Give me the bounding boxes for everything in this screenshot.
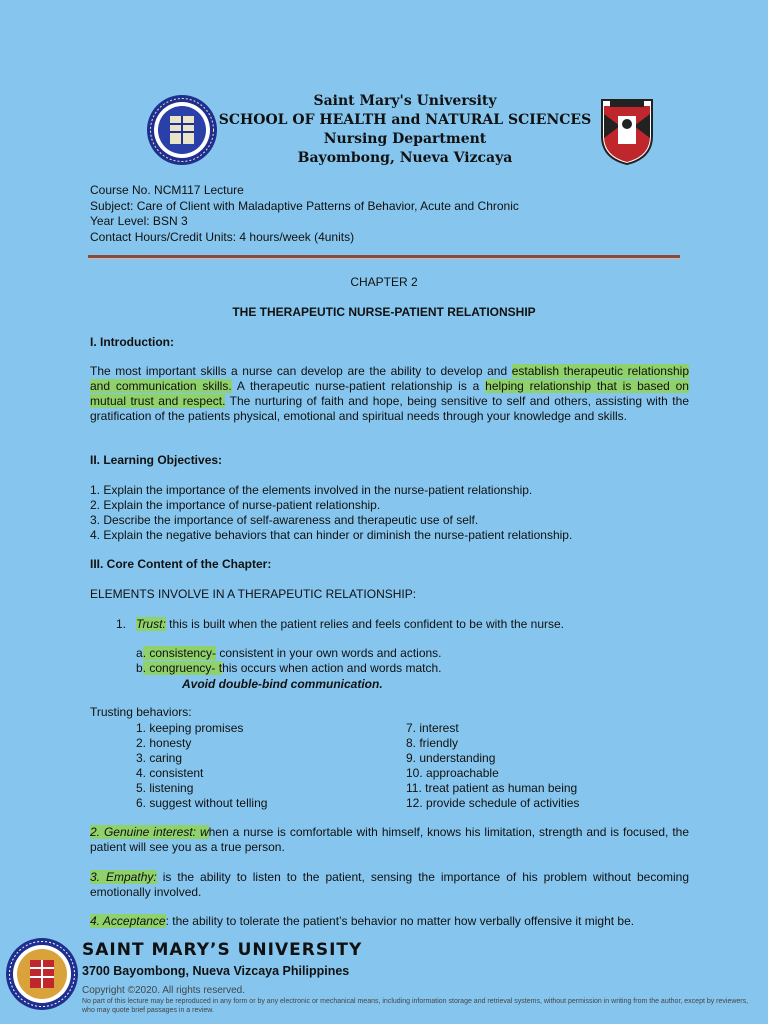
sub-b-prefix: b: [136, 661, 143, 675]
intro-text-1: The most important skills a nurse can develop are the ability to develop and: [90, 364, 512, 378]
sub-b-highlight: . congruency- t: [142, 661, 223, 675]
acceptance-paragraph: [90, 914, 689, 929]
nursing-shield-icon: [598, 96, 656, 166]
university-seal-icon: [146, 94, 218, 166]
sub-a-prefix: a: [136, 646, 143, 660]
course-subject: Subject: Care of Client with Maladaptive Patterns of Behavior, Acute and Chronic: [90, 198, 519, 213]
genuine-interest-text: hen a nurse is comfortable with himself, knows his limitation, strength and is focused, the patient will see you as a true person.: [90, 825, 690, 854]
list-item: 1. keeping promises: [136, 721, 244, 735]
document-header: [0, 92, 768, 172]
sub-item-a: [136, 646, 442, 661]
objectives-list: [90, 483, 689, 543]
intro-highlight-1: establish therapeutic relationship and communication skills.: [90, 364, 689, 393]
trust-item: [116, 617, 564, 631]
course-info: [90, 183, 519, 245]
list-item: 4. consistent: [136, 766, 204, 780]
trust-number: 1.: [116, 617, 127, 631]
sub-a-highlight: . consistency-: [142, 646, 217, 660]
list-item: 4. Explain the negative behaviors that can hinder or diminish the nurse-patient relationship.: [90, 528, 573, 542]
sub-item-b: [136, 661, 442, 676]
footer-title: SAINT MARY’S UNIVERSITY: [82, 940, 363, 960]
elements-heading: ELEMENTS INVOLVE IN A THERAPEUTIC RELATIONSHIP:: [90, 587, 417, 601]
genuine-interest-term: 2. Genuine interest: w: [90, 825, 209, 839]
list-item: 6. suggest without telling: [136, 796, 268, 810]
trusting-list-left: [136, 721, 267, 811]
genuine-interest-paragraph: [90, 825, 689, 855]
trust-sub-items: [136, 646, 442, 676]
intro-highlight-2: helping relationship that is based on mutual trust and respect.: [90, 379, 689, 408]
university-heading: [210, 92, 600, 168]
introduction-paragraph: [90, 364, 689, 424]
sub-a-text: consistent in your own words and actions.: [216, 646, 442, 660]
list-item: 3. Describe the importance of self-awareness and therapeutic use of self.: [90, 513, 479, 527]
avoid-note: Avoid double-bind communication.: [182, 677, 383, 691]
location-name: Bayombong, Nueva Vizcaya: [297, 150, 513, 166]
university-name: Saint Mary's University: [313, 93, 497, 109]
course-contact-hours: Contact Hours/Credit Units: 4 hours/week (4units): [90, 229, 355, 244]
footer-disclaimer: No part of this lecture may be reproduced in any form or by any electronic or mechanical means, including information storage and retrieval systems, without permission in writing from the author, except by reviewers, who may quote brief passages in a review.: [82, 998, 749, 1014]
list-item: 10. approachable: [406, 766, 499, 780]
empathy-term: 3. Empathy:: [90, 870, 157, 884]
trust-term: Trust:: [136, 617, 166, 631]
empathy-text: is the ability to listen to the patient, sensing the importance of his problem without becoming emotionally involved.: [90, 870, 689, 899]
objectives-heading: II. Learning Objectives:: [90, 453, 223, 467]
introduction-heading: I. Introduction:: [90, 335, 174, 349]
list-item: 12. provide schedule of activities: [406, 796, 580, 810]
school-name: SCHOOL OF HEALTH and NATURAL SCIENCES: [218, 112, 592, 128]
chapter-number: CHAPTER 2: [350, 275, 418, 289]
chapter-title: THE THERAPEUTIC NURSE-PATIENT RELATIONSHIP: [232, 305, 536, 319]
footer-copyright: Copyright ©2020. All rights reserved.: [82, 985, 246, 996]
acceptance-term: 4. Acceptance: [90, 914, 166, 928]
trusting-list-right: [406, 721, 579, 811]
sub-b-text: his occurs when action and words match.: [222, 661, 442, 675]
list-item: 2. honesty: [136, 736, 192, 750]
course-number: Course No. NCM117 Lecture: [90, 183, 244, 197]
trusting-heading: Trusting behaviors:: [90, 705, 192, 719]
list-item: 11. treat patient as human being: [406, 781, 578, 795]
list-item: 1. Explain the importance of the elements involved in the nurse-patient relationship.: [90, 483, 533, 497]
core-heading: III. Core Content of the Chapter:: [90, 557, 272, 571]
list-item: 2. Explain the importance of nurse-patient relationship.: [90, 498, 381, 512]
acceptance-text: : the ability to tolerate the patient’s behavior no matter how verbally offensive it might be.: [165, 914, 635, 928]
department-name: Nursing Department: [323, 131, 487, 147]
course-year-level: Year Level: BSN 3: [90, 214, 188, 228]
intro-text-3: The nurturing of faith and hope, being sensitive to self and others, assisting with the gratification of the patients physical, emotional and spiritual needs through your knowledge and skills.: [90, 394, 689, 423]
header-divider: [88, 255, 680, 259]
intro-text-2: A therapeutic nurse-patient relationship is a: [231, 379, 486, 393]
list-item: 5. listening: [136, 781, 194, 795]
list-item: 9. understanding: [406, 751, 496, 765]
list-item: 7. interest: [406, 721, 459, 735]
university-seal-icon: [5, 937, 79, 1011]
footer-address: 3700 Bayombong, Nueva Vizcaya Philippines: [82, 964, 350, 978]
list-item: 3. caring: [136, 751, 183, 765]
trust-text: this is built when the patient relies and feels confident to be with the nurse.: [165, 617, 565, 631]
empathy-paragraph: [90, 870, 689, 900]
list-item: 8. friendly: [406, 736, 459, 750]
